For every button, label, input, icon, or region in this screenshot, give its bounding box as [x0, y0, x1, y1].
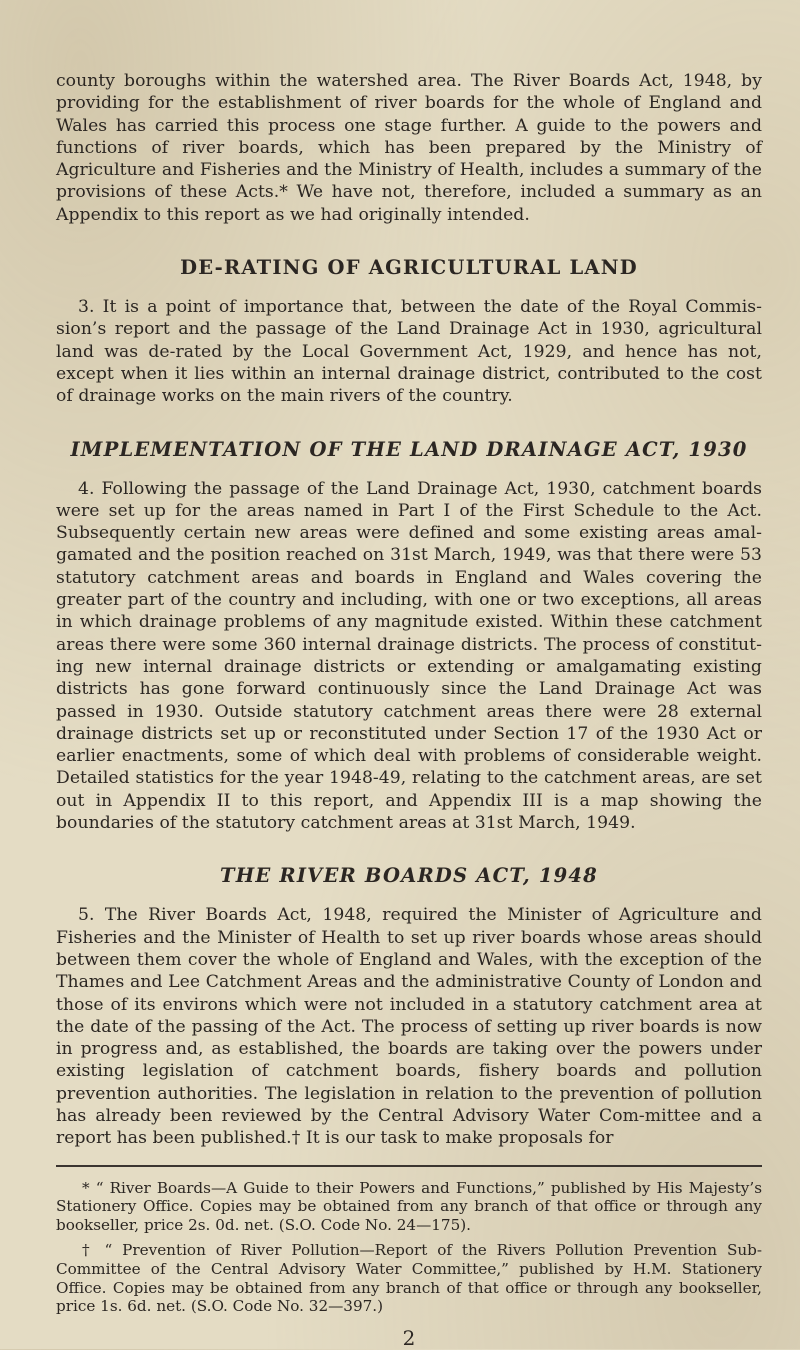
heading-de-rating: DE-RATING OF AGRICULTURAL LAND — [180, 256, 638, 280]
heading-implementation: IMPLEMENTATION OF THE LAND DRAINAGE ACT, 1930 — [70, 437, 748, 461]
page-number: 2 — [402, 1326, 416, 1350]
footnote-1: * “ River Boards—A Guide to their Powers and Functions,” published by His Majesty’s Stationery Office. Copies may be obtained from any branch of that office or through any bookseller, price 2s. 0d. net. (S.O. Code No. 24—175). — [56, 1178, 762, 1235]
opening-paragraph: county boroughs within the watershed area. The River Boards Act, 1948, by providing for the establishment of river boards for the whole of England and Wales has carried this process one stage further. A guide to the powers and functions of river boards, which has been prepared by the Ministry of Agriculture and Fisheries and the Ministry of Health, includes a summary of the provisions of these Acts.* We have not, therefore, included a summary as an Appendix to this report as we had originally intended. — [56, 71, 762, 225]
footnote-2: † “ Prevention of River Pollution—Report of the Rivers Pollution Prevention Sub-Committee of the Central Advisory Water Committee,” published by H.M. Stationery Office. Copies may be obtained from any branch of that office or through any bookseller, price 1s. 6d. net. (S.O. Code No. 32—397.) — [56, 1240, 762, 1316]
document-page — [56, 70, 762, 1350]
paragraph-4: 4. Following the passage of the Land Drainage Act, 1930, catchment boards were set up for the areas named in Part I of the First Schedule to the Act. Subsequently certain new areas were defined and some existing areas amal-gamated and the position reached on 31st March, 1949, was that there were 53 statutory catchment areas and boards in England and Wales covering the greater part of the country and including, with one or two exceptions, all areas in which drainage problems of any magnitude existed. Within these catchment areas there were some 360 internal drainage districts. The process of constitut-ing new internal drainage districts or extending or amalgamating existing districts has gone forward continuously since the Land Drainage Act was passed in 1930. Outside statutory catchment areas there were 28 external drainage districts set up or reconstituted under Section 17 of the 1930 Act or earlier enactments, some of which deal with problems of considerable weight. Detailed statistics for the year 1948-49, relating to the catchment areas, are set out in Appendix II to this report, and Appendix III is a map showing the boundaries of the statutory catchment areas at 31st March, 1949. — [56, 478, 762, 834]
paragraph-3: 3. It is a point of importance that, between the date of the Royal Commis-sion’s report and the passage of the Land Drainage Act in 1930, agricultural land was de-rated by the Local Government Act, 1929, and hence has not, except when it lies within an internal drainage district, contributed to the cost of drainage works on the main rivers of the country. — [56, 297, 762, 407]
heading-river-boards-act: THE RIVER BOARDS ACT, 1948 — [220, 864, 598, 888]
paragraph-5: 5. The River Boards Act, 1948, required the Minister of Agriculture and Fisheries and the Minister of Health to set up river boards whose areas should between them cover the whole of England and Wales, with the exception of the Thames and Lee Catchment Areas and the administrative County of London and those of its environs which were not included in a statutory catchment area at the date of the passing of the Act. The process of setting up river boards is now in progress and, as established, the boards are taking over the powers under existing legislation of catchment boards, fishery boards and pollution prevention authorities. The legislation in relation to the prevention of pollution has already been reviewed by the Central Advisory Water Com-mittee and a report has been published.† It is our task to make proposals for — [56, 905, 762, 1149]
footnote-divider — [56, 1165, 762, 1167]
